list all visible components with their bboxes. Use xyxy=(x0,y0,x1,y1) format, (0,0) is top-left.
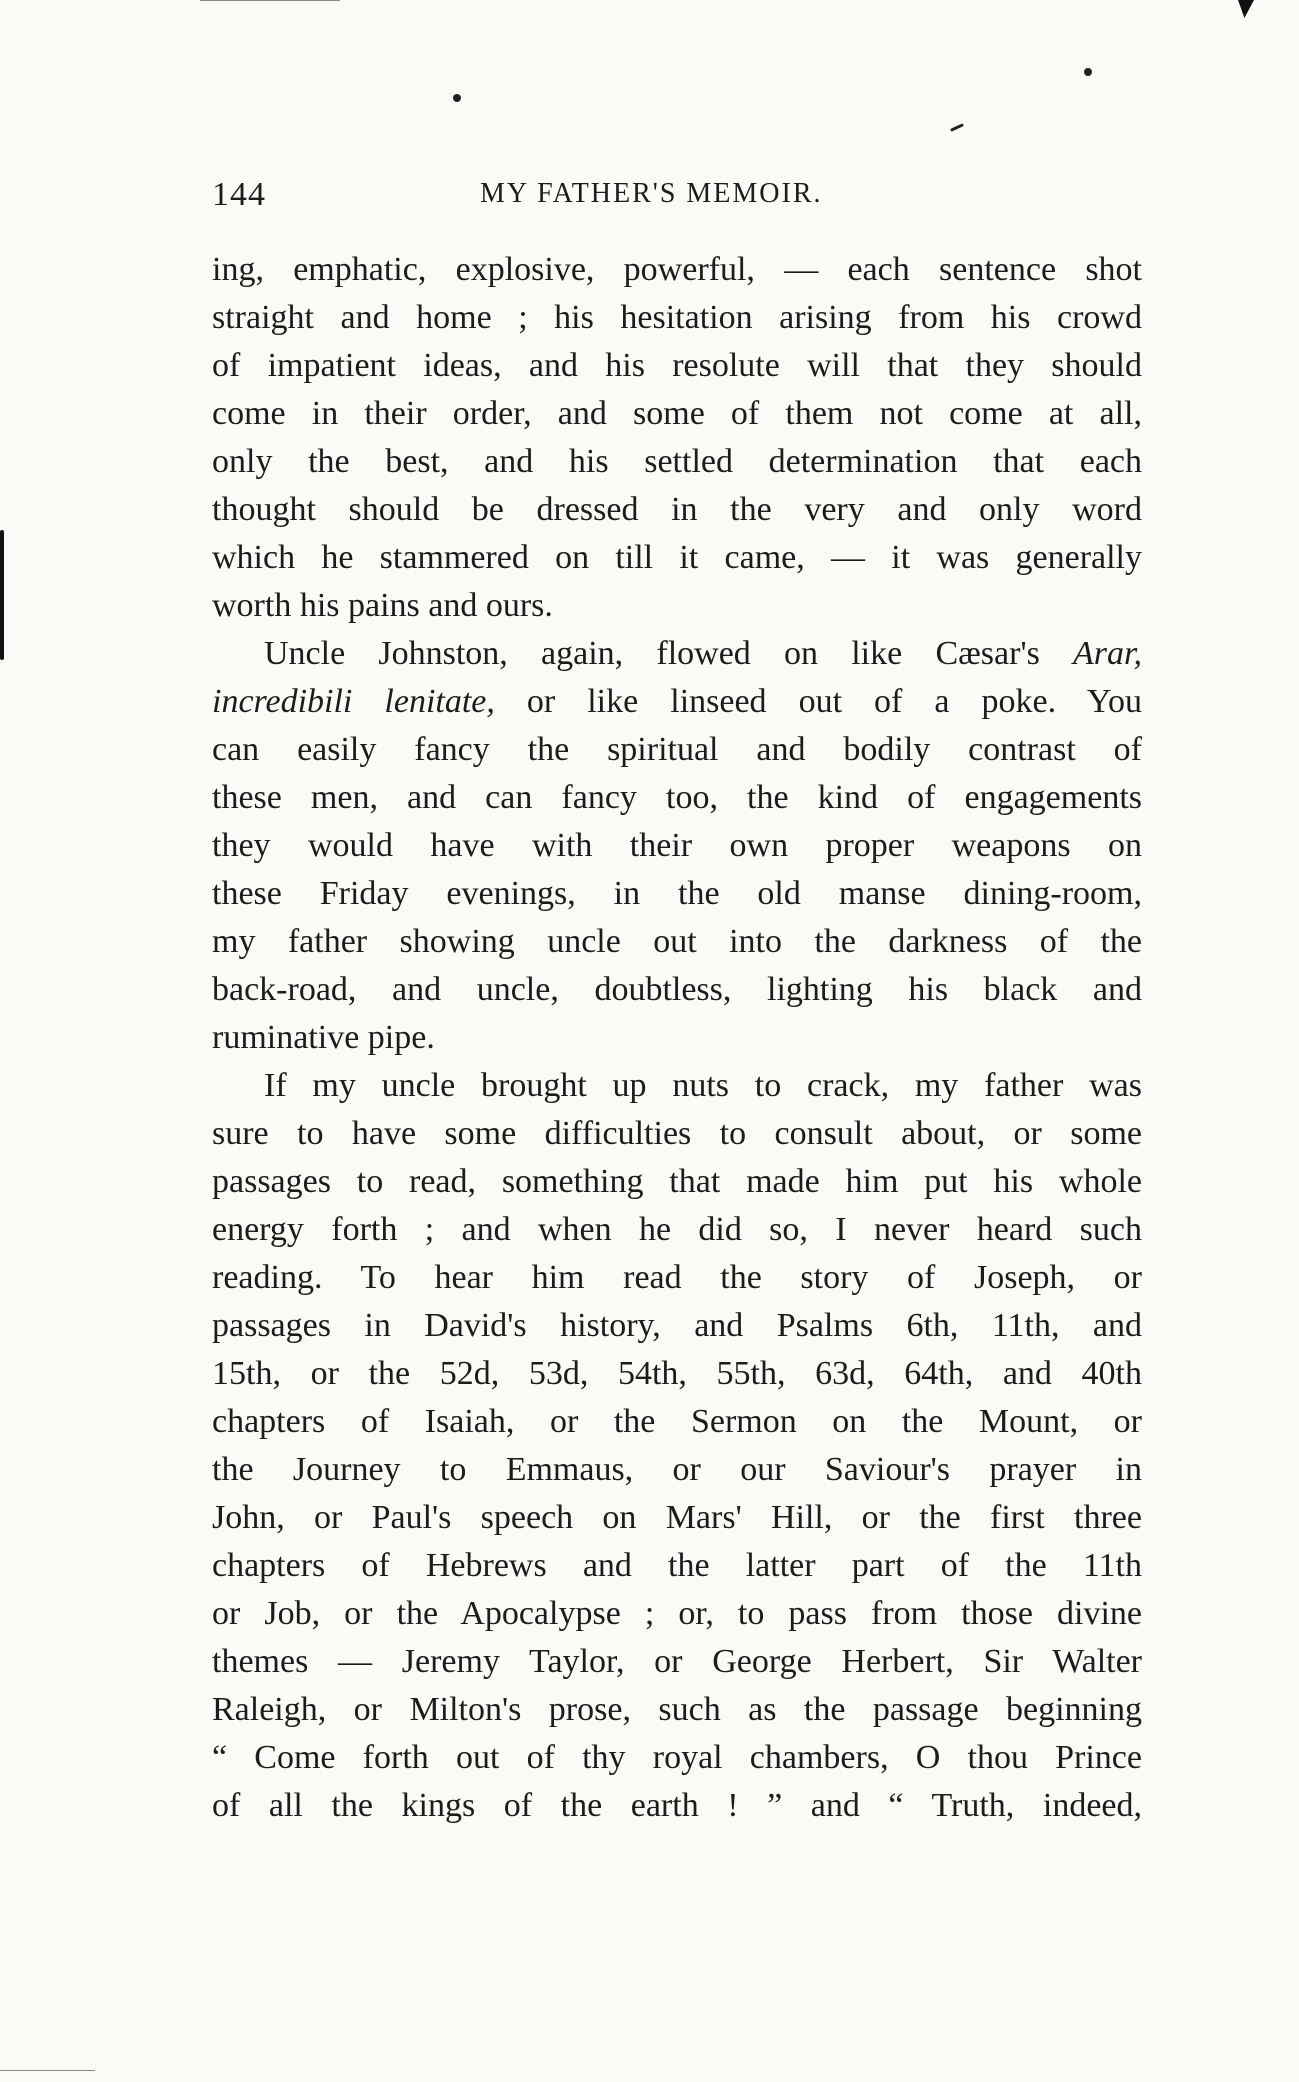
ink-speck xyxy=(950,123,964,132)
text-line: back-road, and uncle, doubtless, lighting his black and xyxy=(212,971,1142,1008)
text-line: ing, emphatic, explosive, powerful, — each sentence shot xyxy=(212,251,1142,288)
text-line: straight and home ; his hesitation arising from his crowd xyxy=(212,299,1142,336)
text-line: come in their order, and some of them not come at all, xyxy=(212,395,1142,432)
text-line: 15th, or the 52d, 53d, 54th, 55th, 63d, 64th, and 40th xyxy=(212,1355,1142,1392)
text-line: Uncle Johnston, again, flowed on like Cæsar's Arar, xyxy=(264,635,1142,672)
text-line: energy forth ; and when he did so, I never heard such xyxy=(212,1211,1142,1248)
text-line: John, or Paul's speech on Mars' Hill, or the first three xyxy=(212,1499,1142,1536)
text-line: can easily fancy the spiritual and bodily contrast of xyxy=(212,731,1142,768)
page-number: 144 xyxy=(212,176,266,213)
paragraph xyxy=(212,630,1142,1062)
text-line: these men, and can fancy too, the kind of engagements xyxy=(212,779,1142,816)
text-line: sure to have some difficulties to consult about, or some xyxy=(212,1115,1142,1152)
paragraph xyxy=(212,1062,1142,1830)
text-line: chapters of Hebrews and the latter part of the 11th xyxy=(212,1547,1142,1584)
text-line: passages to read, something that made him put his whole xyxy=(212,1163,1142,1200)
text-line: of impatient ideas, and his resolute will that they should xyxy=(212,347,1142,384)
page-header xyxy=(212,176,1152,220)
text-line: the Journey to Emmaus, or our Saviour's prayer in xyxy=(212,1451,1142,1488)
running-head: MY FATHER'S MEMOIR. xyxy=(480,178,823,209)
binding-edge-mark xyxy=(0,530,4,660)
text-line: If my uncle brought up nuts to crack, my father was xyxy=(264,1067,1142,1104)
text-line: these Friday evenings, in the old manse dining-room, xyxy=(212,875,1142,912)
scan-edge-rule-bottom xyxy=(0,2070,95,2071)
text-line: passages in David's history, and Psalms 6th, 11th, and xyxy=(212,1307,1142,1344)
ink-speck xyxy=(453,94,461,102)
ink-speck xyxy=(1084,68,1092,76)
text-line: or Job, or the Apocalypse ; or, to pass from those divine xyxy=(212,1595,1142,1632)
text-line: they would have with their own proper weapons on xyxy=(212,827,1142,864)
text-line: incredibili lenitate, or like linseed out of a poke. You xyxy=(212,683,1142,720)
scan-edge-rule-top xyxy=(200,0,340,1)
text-line: reading. To hear him read the story of Joseph, or xyxy=(212,1259,1142,1296)
body-text xyxy=(212,246,1142,1830)
text-line: only the best, and his settled determination that each xyxy=(212,443,1142,480)
text-line: ruminative pipe. xyxy=(212,1019,435,1056)
text-line: of all the kings of the earth ! ” and “ Truth, indeed, xyxy=(212,1787,1142,1824)
text-line: my father showing uncle out into the darkness of the xyxy=(212,923,1142,960)
text-line: worth his pains and ours. xyxy=(212,587,553,624)
text-line: Raleigh, or Milton's prose, such as the passage beginning xyxy=(212,1691,1142,1728)
text-line: “ Come forth out of thy royal chambers, O thou Prince xyxy=(212,1739,1142,1776)
text-line: chapters of Isaiah, or the Sermon on the Mount, or xyxy=(212,1403,1142,1440)
text-line: thought should be dressed in the very and only word xyxy=(212,491,1142,528)
paragraph xyxy=(212,246,1142,630)
text-line: themes — Jeremy Taylor, or George Herbert, Sir Walter xyxy=(212,1643,1142,1680)
text-line: which he stammered on till it came, — it was generally xyxy=(212,539,1142,576)
corner-mark xyxy=(1238,0,1254,18)
